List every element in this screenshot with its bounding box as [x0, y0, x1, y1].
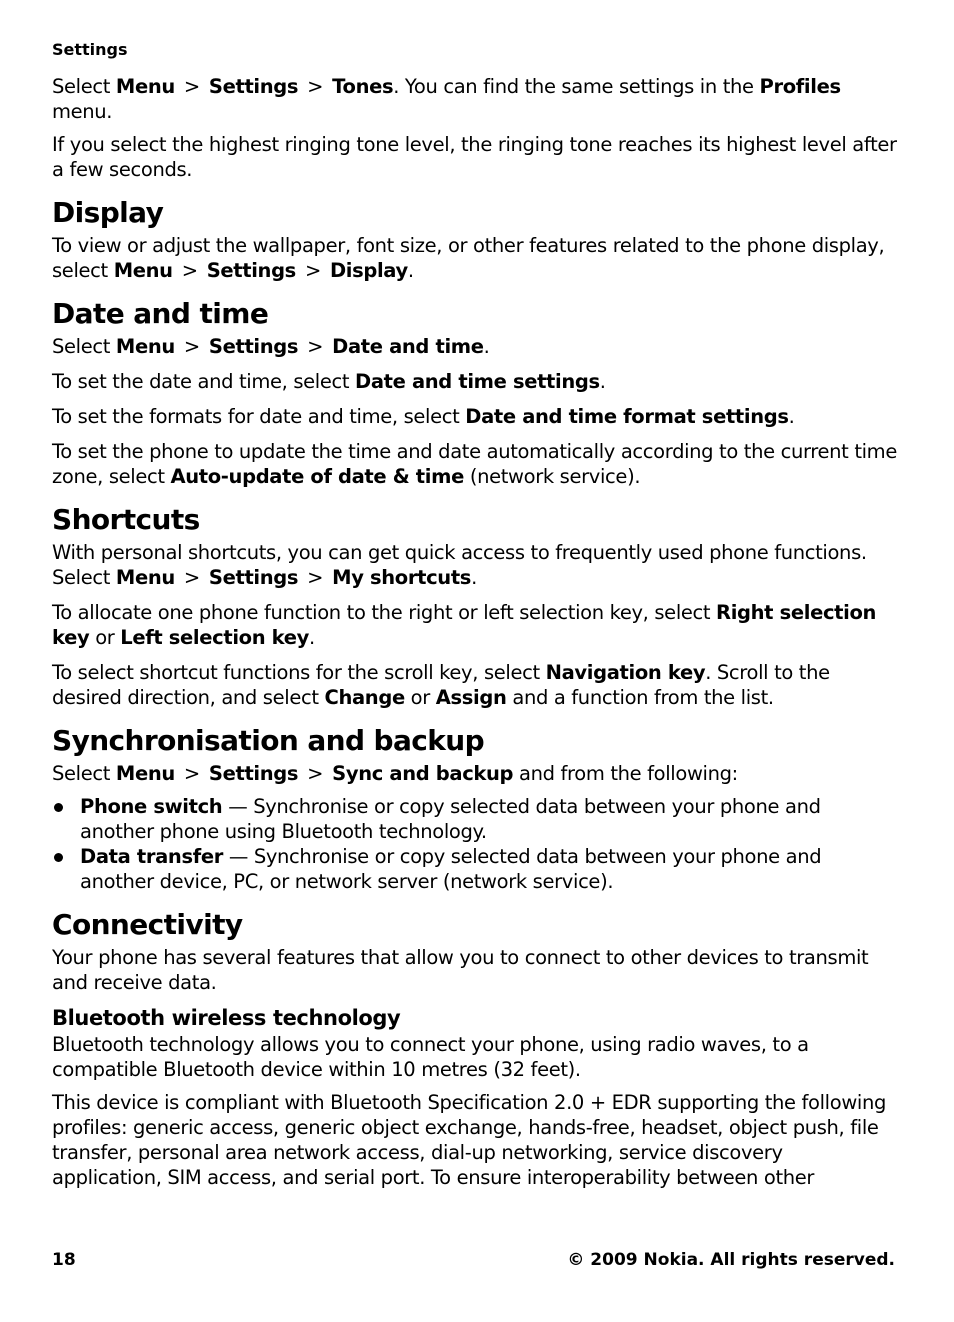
- text-run: .: [599, 370, 606, 393]
- list-item-description: — Synchronise or copy selected data between your phone and another phone using Bluetooth technology.: [80, 795, 821, 843]
- text-run: To set the phone to update the time and date automatically according to the current time zone, select: [52, 440, 897, 488]
- text-run: With personal shortcuts, you can get quick access to frequently used phone functions. Select: [52, 541, 867, 589]
- sync-path-paragraph: [52, 761, 898, 786]
- text-run: . Scroll to the desired direction, and select: [52, 661, 830, 709]
- date-time-path-paragraph: [52, 334, 898, 359]
- text-run: Select: [52, 75, 116, 98]
- settings-term: Settings: [208, 335, 299, 358]
- text-run: To set the date and time, select: [52, 370, 356, 393]
- date-time-settings-term: Date and time settings: [355, 370, 600, 393]
- text-run: To set the formats for date and time, select: [52, 405, 466, 428]
- text-run: or: [89, 626, 121, 649]
- text-run: .: [483, 335, 490, 358]
- bullet-icon: [54, 853, 63, 862]
- tones-paragraph: [52, 74, 898, 124]
- display-heading: Display: [52, 196, 164, 229]
- auto-update-paragraph: [52, 439, 898, 489]
- date-time-format-paragraph: [52, 404, 898, 429]
- page-content: [52, 74, 898, 1200]
- text-run: menu.: [52, 100, 113, 123]
- change-term: Change: [324, 686, 405, 709]
- connectivity-intro-paragraph: Your phone has several features that allow you to connect to other devices to transmit and receive data.: [52, 946, 869, 994]
- path-separator: >: [183, 75, 200, 98]
- list-item-description: — Synchronise or copy selected data between your phone and another device, PC, or network server (network service).: [80, 845, 822, 893]
- phone-switch-term: Phone switch: [80, 795, 223, 818]
- profiles-term: Profiles: [759, 75, 841, 98]
- sync-backup-term: Sync and backup: [332, 762, 514, 785]
- menu-term: Menu: [115, 566, 175, 589]
- copyright-notice: © 2009 Nokia. All rights reserved.: [567, 1250, 895, 1270]
- date-time-term: Date and time: [332, 335, 484, 358]
- text-run: and a function from the list.: [506, 686, 774, 709]
- ringing-paragraph: If you select the highest ringing tone level, the ringing tone reaches its highest level after a few seconds.: [52, 133, 897, 181]
- connectivity-heading: Connectivity: [52, 908, 243, 941]
- menu-term: Menu: [113, 259, 173, 282]
- my-shortcuts-term: My shortcuts: [332, 566, 472, 589]
- text-run: .: [788, 405, 795, 428]
- page-footer: [52, 1250, 895, 1270]
- page-number: 18: [52, 1250, 76, 1270]
- display-paragraph: [52, 233, 898, 283]
- shortcuts-intro-paragraph: [52, 540, 898, 590]
- text-run: To allocate one phone function to the right or left selection key, select: [52, 601, 717, 624]
- settings-term: Settings: [208, 566, 299, 589]
- sync-heading: Synchronisation and backup: [52, 724, 485, 757]
- navigation-key-paragraph: [52, 660, 898, 710]
- sync-options-list: [52, 794, 898, 894]
- text-run: Select: [52, 335, 116, 358]
- shortcuts-heading: Shortcuts: [52, 503, 200, 536]
- path-separator: >: [307, 762, 324, 785]
- settings-term: Settings: [208, 75, 299, 98]
- bluetooth-paragraph-2: This device is compliant with Bluetooth Specification 2.0 + EDR supporting the following profiles: generic access, generic object exchange, hands-free, headset, object push, file transfer, personal area network access, dial-up networking, service discovery application, SIM access, and serial port. To ensure interoperability between other: [52, 1091, 887, 1189]
- auto-update-term: Auto-update of date & time: [170, 465, 464, 488]
- text-run: To view or adjust the wallpaper, font size, or other features related to the phone display, select: [52, 234, 885, 282]
- display-term: Display: [329, 259, 408, 282]
- bluetooth-subheading: Bluetooth wireless technology: [52, 1006, 401, 1030]
- path-separator: >: [307, 566, 324, 589]
- date-time-settings-paragraph: [52, 369, 898, 394]
- path-separator: >: [183, 566, 200, 589]
- menu-term: Menu: [115, 762, 175, 785]
- path-separator: >: [183, 335, 200, 358]
- navigation-key-term: Navigation key: [545, 661, 706, 684]
- path-separator: >: [181, 259, 198, 282]
- path-separator: >: [304, 259, 321, 282]
- path-separator: >: [307, 335, 324, 358]
- menu-term: Menu: [115, 75, 175, 98]
- running-head: Settings: [52, 40, 128, 59]
- bullet-icon: [54, 803, 63, 812]
- text-run: . You can find the same settings in the: [393, 75, 760, 98]
- list-item: [52, 794, 898, 844]
- path-separator: >: [307, 75, 324, 98]
- left-selection-key-term: Left selection key: [120, 626, 309, 649]
- path-separator: >: [183, 762, 200, 785]
- date-time-format-term: Date and time format settings: [465, 405, 789, 428]
- selection-key-paragraph: [52, 600, 898, 650]
- text-run: To select shortcut functions for the scroll key, select: [52, 661, 546, 684]
- text-run: or: [404, 686, 436, 709]
- right-selection-key-term: Right selection key: [52, 601, 877, 649]
- date-time-heading: Date and time: [52, 297, 269, 330]
- settings-term: Settings: [208, 762, 299, 785]
- tones-term: Tones: [332, 75, 394, 98]
- text-run: (network service).: [463, 465, 641, 488]
- bluetooth-paragraph-1: Bluetooth technology allows you to connect your phone, using radio waves, to a compatible Bluetooth device within 10 metres (32 feet).: [52, 1033, 809, 1081]
- text-run: and from the following:: [513, 762, 738, 785]
- text-run: .: [471, 566, 477, 589]
- text-run: Select: [52, 762, 116, 785]
- menu-term: Menu: [115, 335, 175, 358]
- assign-term: Assign: [435, 686, 507, 709]
- data-transfer-term: Data transfer: [80, 845, 223, 868]
- text-run: .: [309, 626, 315, 649]
- settings-term: Settings: [206, 259, 296, 282]
- list-item: [52, 844, 898, 894]
- text-run: .: [407, 259, 414, 282]
